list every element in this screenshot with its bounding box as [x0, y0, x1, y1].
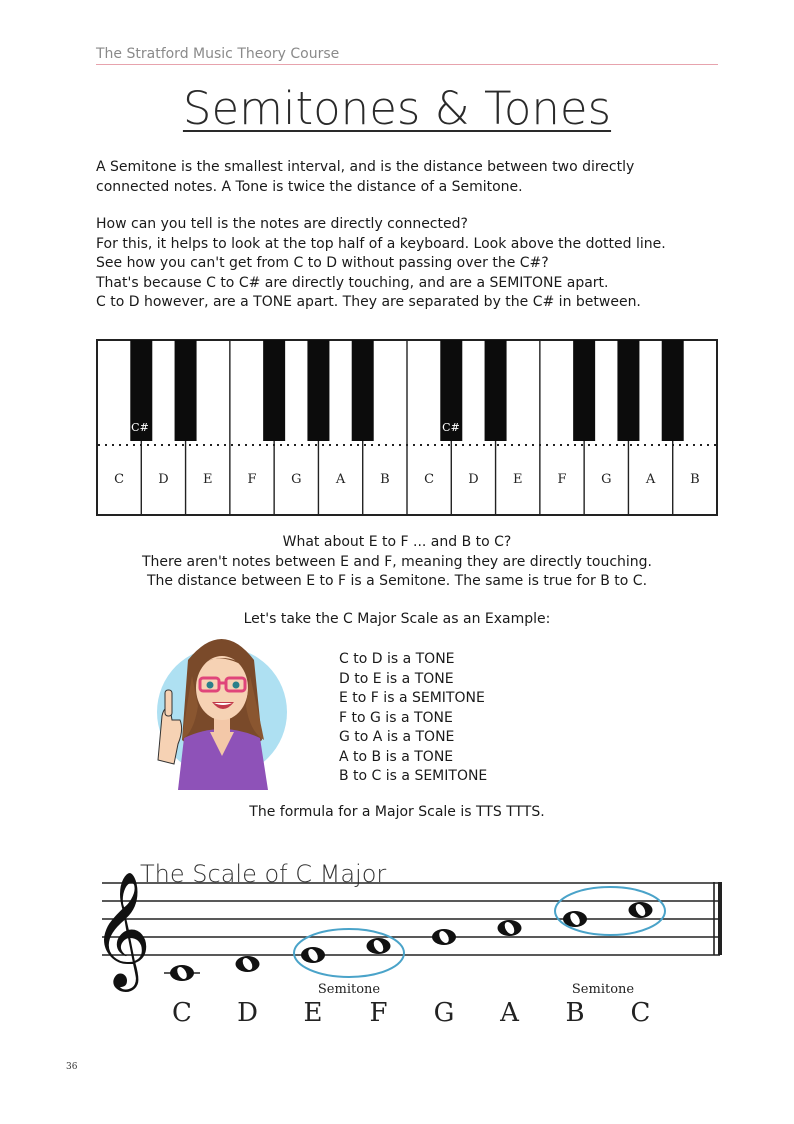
list-item: C to D is a TONE [339, 651, 455, 667]
note-name-label: C [172, 998, 192, 1028]
c-major-staff [90, 845, 730, 1035]
black-key [617, 340, 639, 441]
white-key-label: B [690, 472, 700, 487]
list-item: G to A is a TONE [339, 729, 455, 745]
major-scale-formula: The formula for a Major Scale is TTS TTTS. [249, 804, 545, 820]
black-key [662, 340, 684, 441]
page-title: Semitones & Tones [182, 82, 612, 135]
c-major-intro: Let's take the C Major Scale as an Example: [243, 611, 551, 627]
piano-keyboard [96, 339, 718, 517]
list-item: F to G is a TONE [339, 709, 453, 726]
black-key [175, 340, 197, 441]
white-key-label: E [512, 472, 523, 487]
list-item: E to F is a SEMITONE [339, 690, 485, 706]
white-key-label: C [424, 472, 435, 487]
teacher-avatar [140, 620, 300, 790]
white-key-label: G [601, 472, 612, 487]
white-key-label: C [114, 472, 125, 487]
e-f-b-c-explanation: What about E to F ... and B to C? There aren't notes between E and F, meaning they are directly touching. The distance between E to F is a Semitone. The same is true for B to C. [141, 534, 652, 589]
list-item: A to B is a TONE [339, 748, 454, 765]
note-name-label: G [433, 998, 455, 1028]
white-key-label: D [158, 472, 169, 487]
black-key [485, 340, 507, 441]
c-major-steps-list [339, 650, 487, 787]
white-key-label: E [202, 472, 213, 487]
white-key-label: F [557, 472, 567, 487]
white-key-label: F [247, 472, 257, 487]
course-header: The Stratford Music Theory Course [96, 46, 718, 65]
white-key-label: A [645, 472, 656, 487]
white-key-label: G [291, 472, 302, 487]
note-name-label: F [369, 998, 388, 1028]
note-name-label: C [630, 998, 651, 1028]
note-name-label: E [303, 998, 323, 1028]
note-name-label: D [237, 998, 258, 1028]
white-key-label: A [335, 472, 346, 487]
black-key [352, 340, 374, 441]
treble-clef-icon: 𝄞 [92, 870, 152, 987]
black-key-label-csharp: C# [442, 421, 460, 434]
intro-paragraph: A Semitone is the smallest interval, and is the distance between two directly connected notes. A Tone is twice the distance of a Semitone. [96, 159, 635, 195]
semitone-label-ef: Semitone [317, 982, 381, 997]
black-key [573, 340, 595, 441]
white-key-label: D [468, 472, 479, 487]
semitone-label-bc: Semitone [571, 982, 635, 997]
black-key [307, 340, 329, 441]
staff-title: The Scale of C Major [140, 860, 387, 888]
white-key-label: B [380, 472, 390, 487]
keyboard-explanation: How can you tell is the notes are directly connected? For this, it helps to look at the top half of a keyboard. Look above the dotted line. See how you can't get from C to D without passing over the C#? That's because C to C# are directly touching, and are a SEMITONE apart. C to D however, are a TONE apart. They are separated by the C# in between. [96, 216, 666, 310]
note-name-label: B [565, 998, 585, 1028]
note-name-label: A [500, 998, 519, 1028]
black-key [263, 340, 285, 441]
list-item: D to E is a TONE [339, 670, 454, 687]
list-item: B to C is a SEMITONE [339, 768, 488, 784]
black-key-label-csharp: C# [131, 421, 149, 434]
page-number: 36 [66, 1062, 78, 1072]
